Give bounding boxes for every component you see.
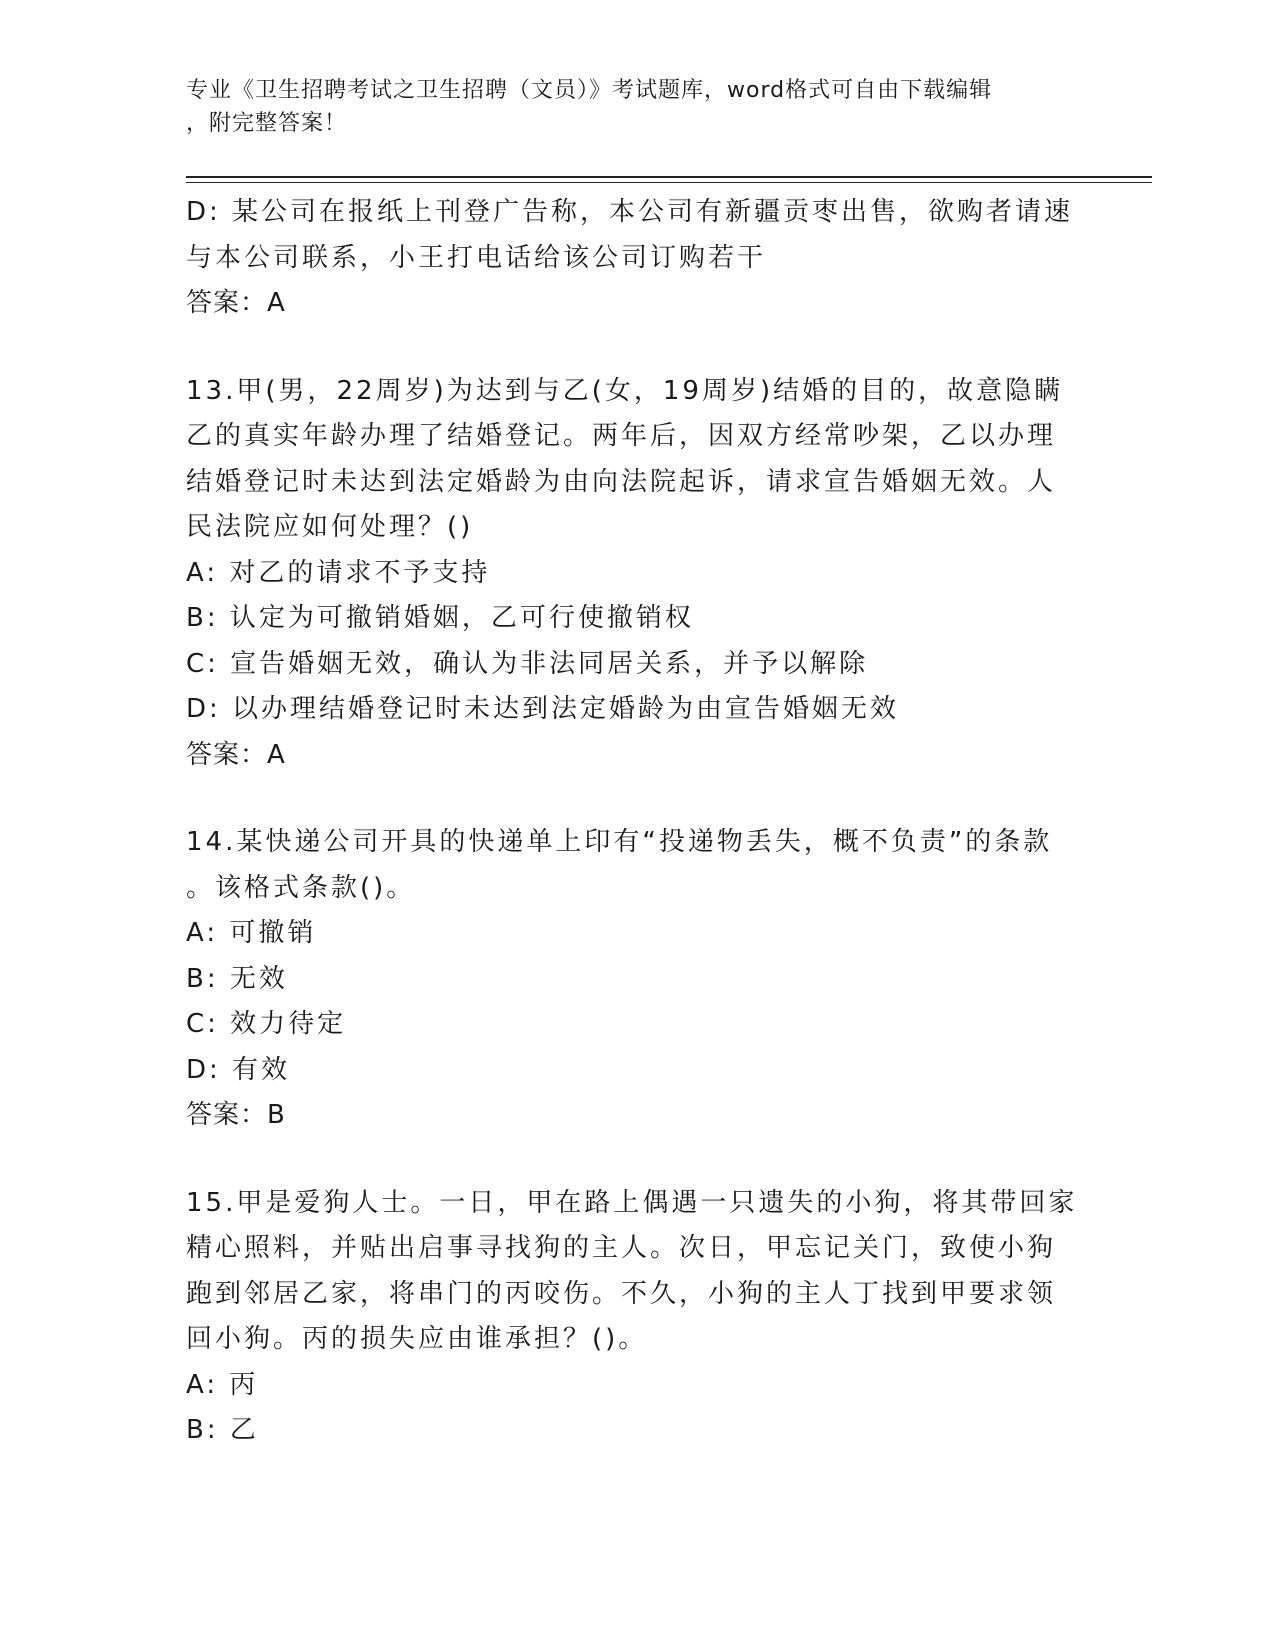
option-a: A: 可撤销	[186, 918, 317, 948]
option-b: B: 认定为可撤销婚姻，乙可行使撤销权	[186, 603, 694, 633]
answer-line: 答案：B	[186, 1100, 286, 1130]
option-d: D: 有效	[186, 1054, 291, 1085]
question-stem-line: 结婚登记时未达到法定婚龄为由向法院起诉，请求宣告婚姻无效。人	[186, 466, 1057, 497]
option-c: C: 效力待定	[186, 1009, 347, 1039]
answer-line: 答案：A	[186, 288, 286, 318]
question-stem-line: 精心照料，并贴出启事寻找狗的主人。次日，甲忘记关门，致使小狗	[186, 1233, 1057, 1263]
previous-question-block	[186, 190, 1074, 327]
question-stem-line: 14.某快递公司开具的快递单上印有“投递物丢失，概不负责”的条款	[186, 827, 1053, 857]
question-stem-line: 15.甲是爱狗人士。一日，甲在路上偶遇一只遗失的小狗，将其带回家	[186, 1187, 1078, 1218]
question-stem-line: 13.甲(男，22周岁)为达到与乙(女，19周岁)结婚的目的，故意隐瞒	[186, 375, 1064, 406]
question-14	[186, 820, 1066, 1139]
question-15	[186, 1181, 1078, 1454]
header-line-2: ，附完整答案！	[186, 111, 348, 136]
option-d-line-2: 与本公司联系，小王打电话给该公司订购若干	[186, 242, 767, 273]
header-divider-thick	[186, 176, 1152, 178]
document-header	[186, 74, 1086, 140]
option-d: D: 以办理结婚登记时未达到法定婚龄为由宣告婚姻无效	[186, 694, 900, 724]
question-stem-line: 乙的真实年龄办理了结婚登记。两年后，因双方经常吵架，乙以办理	[186, 421, 1057, 451]
question-stem-line: 跑到邻居乙家，将串门的丙咬伤。不久，小狗的主人丁找到甲要求领	[186, 1278, 1057, 1309]
option-a: A: 对乙的请求不予支持	[186, 557, 491, 588]
option-b: B: 无效	[186, 963, 288, 994]
header-divider-thin	[186, 182, 1152, 183]
option-a: A: 丙	[186, 1369, 259, 1400]
header-line-1: 专业《卫生招聘考试之卫生招聘（文员）》考试题库，word格式可自由下载编辑	[186, 78, 993, 103]
option-d-line-1: D: 某公司在报纸上刊登广告称，本公司有新疆贡枣出售，欲购者请速	[186, 197, 1074, 227]
question-13	[186, 369, 1066, 779]
question-stem-line: 回小狗。丙的损失应由谁承担？()。	[186, 1324, 648, 1354]
option-c: C: 宣告婚姻无效，确认为非法同居关系，并予以解除	[186, 648, 869, 679]
question-stem-line: 。该格式条款()。	[186, 872, 416, 903]
question-stem-line: 民法院应如何处理？()	[186, 512, 474, 542]
question-content	[186, 190, 1078, 1454]
option-b: B: 乙	[186, 1415, 259, 1445]
answer-line: 答案：A	[186, 739, 286, 770]
